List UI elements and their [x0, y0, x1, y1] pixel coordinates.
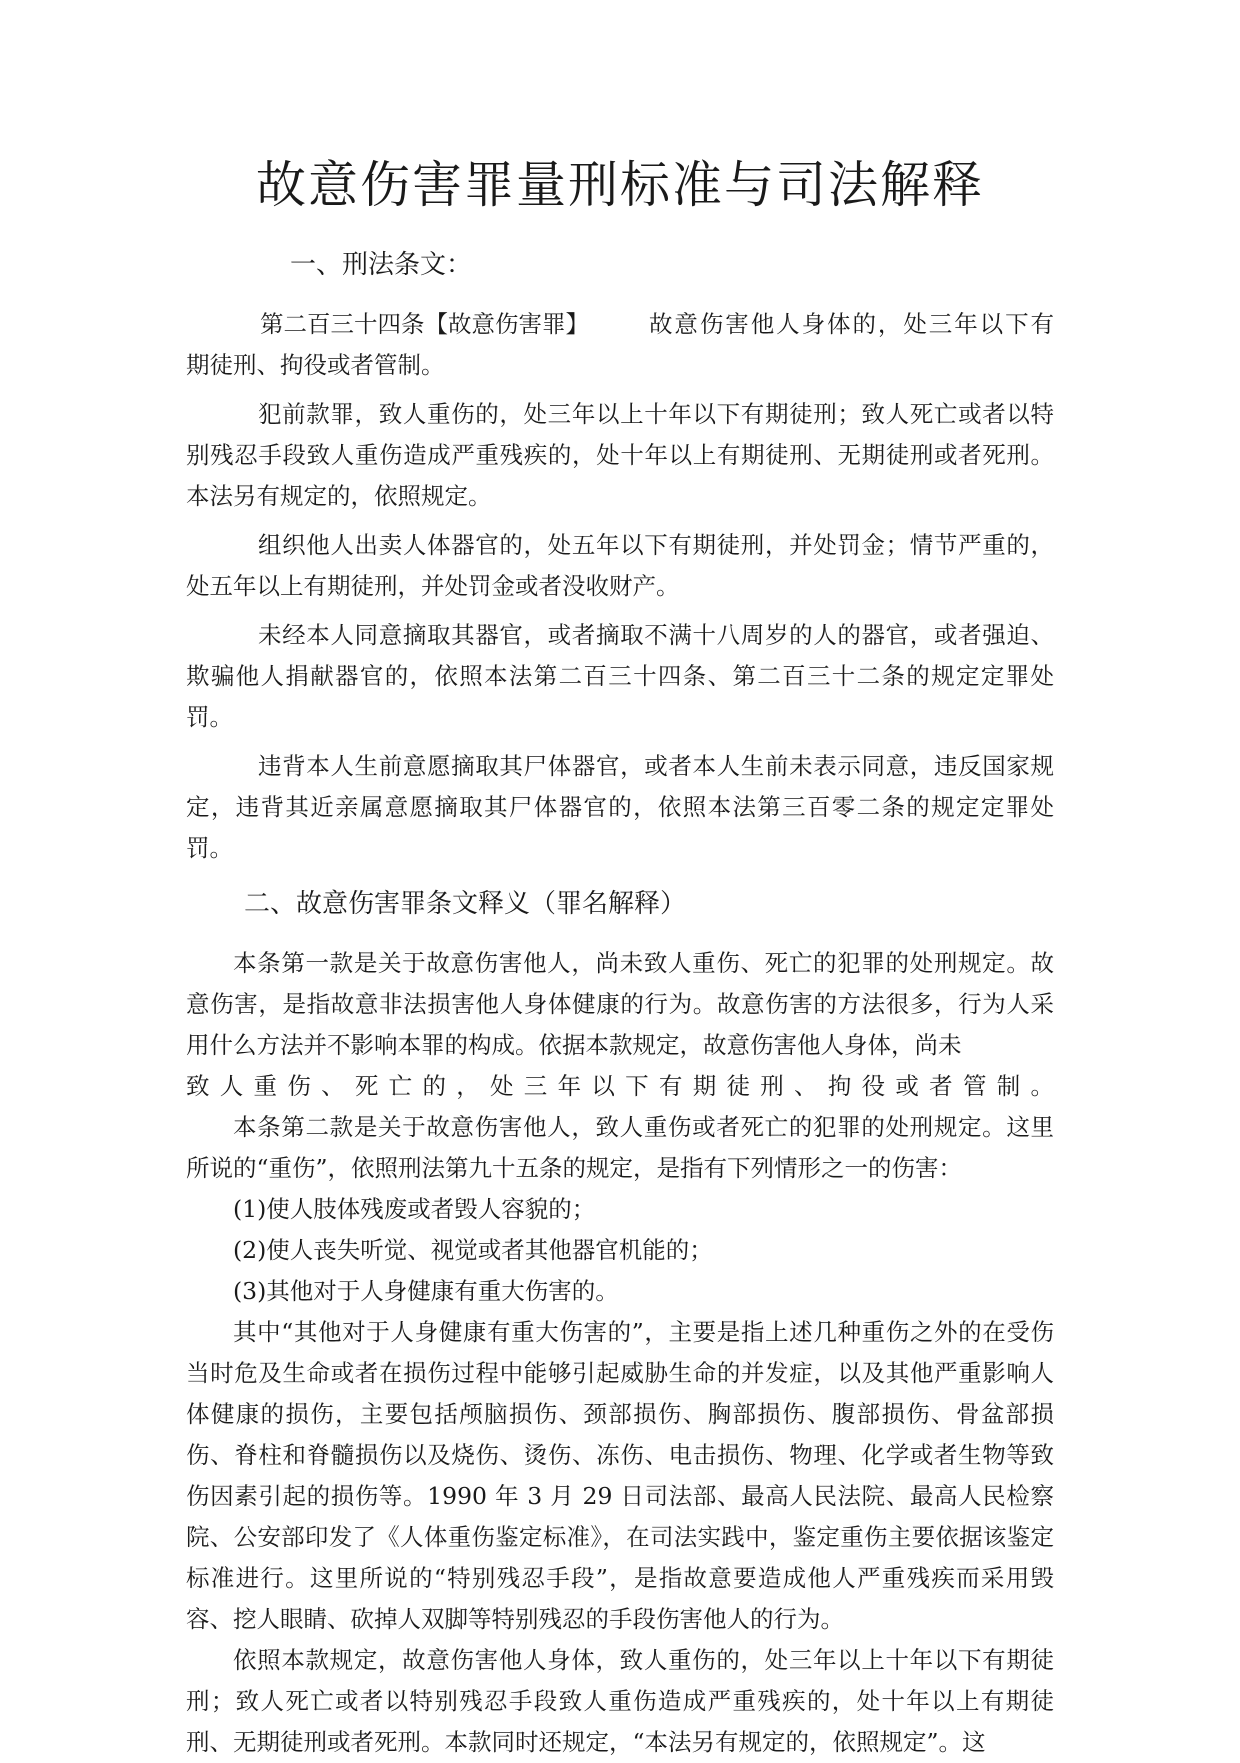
document-page	[186, 150, 1054, 1763]
article-text-line1: 故意伤害他人身体的，处三年以下有	[649, 310, 1054, 338]
article-label: 第二百三十四条【故意伤害罪】	[260, 310, 589, 338]
interpretation-paragraph-1: 本条第一款是关于故意伤害他人，尚未致人重伤、死亡的犯罪的处刑规定。故意伤害，是指故意非法损害他人身体健康的行为。故意伤害的方法很多，行为人采用什么方法并不影响本罪的构成。依据本款规定，故意伤害他人身体，尚未	[186, 949, 1054, 1059]
interpretation-paragraph-3: 其中“其他对于人身健康有重大伤害的”，主要是指上述几种重伤之外的在受伤当时危及生命或者在损伤过程中能够引起威胁生命的并发症，以及其他严重影响人体健康的损伤，主要包括颅脑损伤、颈部损伤、胸部损伤、腹部损伤、骨盆部损伤、脊柱和脊髓损伤以及烧伤、烫伤、冻伤、电击损伤、物理、化学或者生物等致伤因素引起的损伤等。1990 年 3 月 29 日司法部、最高人民法院、最高人民检察院、公安部印发了《人体重伤鉴定标准》，在司法实践中，鉴定重伤主要依据该鉴定标准进行。这里所说的“特别残忍手段”，是指故意要造成他人严重残疾而采用毁容、挖人眼睛、砍掉人双脚等特别残忍的手段伤害他人的行为。	[186, 1318, 1054, 1633]
article-234-header	[186, 304, 1054, 345]
list-item-1: (1)使人肢体残废或者毁人容貌的；	[233, 1195, 596, 1223]
article-paragraph-5: 违背本人生前意愿摘取其尸体器官，或者本人生前未表示同意，违反国家规定，违背其近亲属意愿摘取其尸体器官的，依照本法第三百零二条的规定定罪处罚。	[186, 752, 1054, 862]
list-item-2: (2)使人丧失听觉、视觉或者其他器官机能的；	[233, 1236, 713, 1264]
article-paragraph-2: 犯前款罪，致人重伤的，处三年以上十年以下有期徒刑；致人死亡或者以特别残忍手段致人重伤造成严重残疾的，处十年以上有期徒刑、无期徒刑或者死刑。本法另有规定的，依照规定。	[186, 400, 1054, 510]
interpretation-paragraph-1-last-line: 致人重伤、死亡的，处三年以下有期徒刑、拘役或者管制。	[186, 1072, 1054, 1100]
list-item-3: (3)其他对于人身健康有重大伤害的。	[233, 1277, 619, 1305]
article-paragraph-4: 未经本人同意摘取其器官，或者摘取不满十八周岁的人的器官，或者强迫、欺骗他人捐献器官的，依照本法第二百三十四条、第二百三十二条的规定定罪处罚。	[186, 621, 1054, 731]
section1-heading: 一、刑法条文：	[290, 250, 473, 280]
article-paragraph-3: 组织他人出卖人体器官的，处五年以下有期徒刑，并处罚金；情节严重的，处五年以上有期徒刑，并处罚金或者没收财产。	[186, 531, 1054, 600]
interpretation-paragraph-4: 依照本款规定，故意伤害他人身体，致人重伤的，处三年以上十年以下有期徒刑；致人死亡或者以特别残忍手段致人重伤造成严重残疾的，处十年以上有期徒刑、无期徒刑或者死刑。本款同时还规定，“本法另有规定的，依照规定”。这	[186, 1646, 1054, 1756]
article-text-line2: 期徒刑、拘役或者管制。	[186, 351, 445, 379]
section2-heading: 二、故意伤害罪条文释义（罪名解释）	[244, 889, 687, 919]
interpretation-paragraph-2: 本条第二款是关于故意伤害他人，致人重伤或者死亡的犯罪的处刑规定。这里所说的“重伤”，依照刑法第九十五条的规定，是指有下列情形之一的伤害：	[186, 1113, 1054, 1182]
page-title: 故意伤害罪量刑标准与司法解释	[256, 156, 984, 214]
